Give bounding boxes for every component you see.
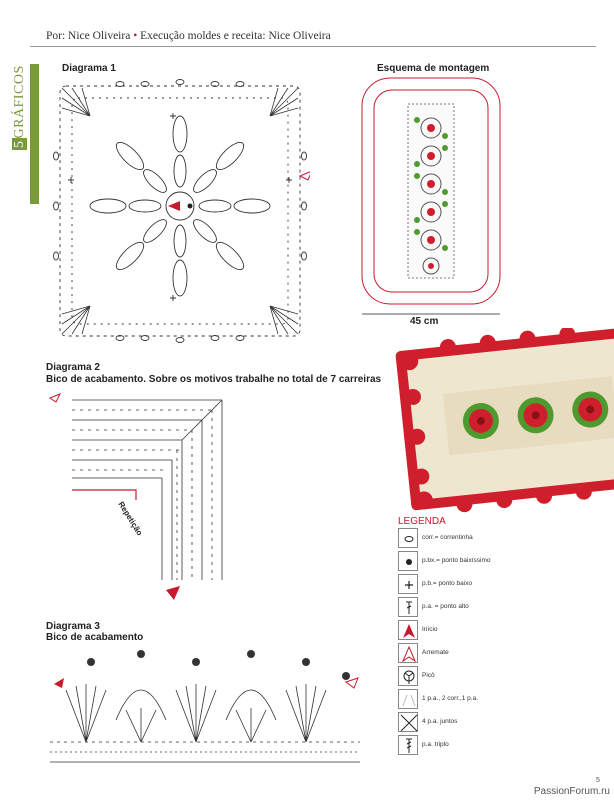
diagram3-title: Diagrama 3	[46, 621, 100, 632]
diagram1-title: Diagrama 1	[62, 63, 116, 74]
diagram2-subtitle: Bico de acabamento. Sobre os motivos trabalhe no total de 7 carreiras	[46, 374, 382, 385]
legend-text: p.bx.= ponto baixíssimo	[422, 557, 491, 564]
single-crochet-plus-icon	[398, 574, 418, 594]
watermark: PassionForum.ru	[533, 786, 610, 797]
header-divider	[30, 46, 596, 47]
section-number: 5	[12, 140, 27, 148]
section-title: GRÁFICOS	[12, 65, 27, 139]
picot-icon	[398, 666, 418, 686]
runner-photo	[386, 328, 614, 514]
double-crochet-icon	[398, 597, 418, 617]
legend-text: p.b.= ponto baixo	[422, 580, 473, 587]
finish-arrow-icon	[398, 643, 418, 663]
page-header	[46, 30, 331, 42]
slip-stitch-dot-icon	[398, 551, 418, 571]
legend-text: Início	[422, 626, 438, 633]
diagram3-chart	[46, 650, 366, 770]
legend-text: Picô	[422, 672, 435, 679]
diagram1-chart	[50, 76, 310, 346]
execution-credit: Execução moldes e receita: Nice Oliveira	[140, 30, 331, 42]
double-crochet-chain-icon	[398, 689, 418, 709]
author-credit: Por: Nice Oliveira	[46, 30, 131, 42]
four-dc-together-icon	[398, 712, 418, 732]
section-bar	[30, 64, 39, 204]
legend-title: LEGENDA	[398, 516, 446, 527]
section-label	[12, 65, 28, 150]
assembly-diagram	[356, 76, 506, 326]
legend-text: p.a. = ponto alto	[422, 603, 469, 610]
legend-text: 4 p.a. juntos	[422, 718, 458, 725]
start-arrow-icon	[398, 620, 418, 640]
repeat-label: Repetição	[116, 500, 145, 538]
page-number: 5	[596, 777, 600, 784]
legend-text: corr.= correntinha	[422, 534, 473, 541]
diagram2-chart	[46, 390, 246, 610]
chain-oval-icon	[398, 528, 418, 548]
triple-crochet-icon	[398, 735, 418, 755]
diagram3-subtitle: Bico de acabamento	[46, 632, 144, 643]
assembly-title: Esquema de montagem	[377, 63, 490, 74]
legend-text: Arremate	[422, 649, 449, 656]
legend-text: 1 p.a., 2 corr.,1 p.a.	[422, 695, 479, 702]
assembly-dimension: 45 cm	[410, 316, 439, 327]
header-separator: •	[133, 30, 138, 42]
legend-text: p.a. triplo	[422, 741, 449, 748]
diagram2-title: Diagrama 2	[46, 362, 100, 373]
